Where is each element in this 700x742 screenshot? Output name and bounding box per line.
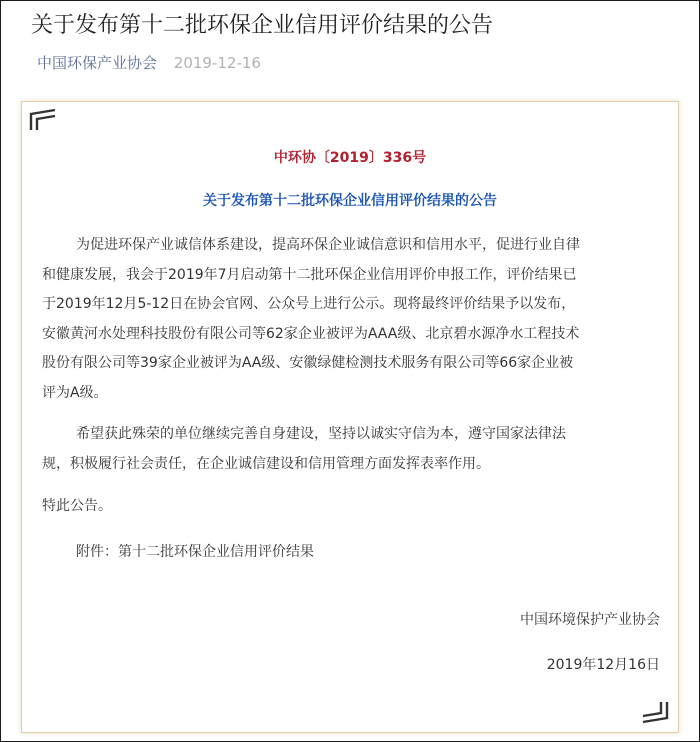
paragraph-closing (42, 492, 660, 522)
signature-organization: 中国环境保护产业协会 (520, 612, 660, 628)
publish-date: 2019-12-16 (173, 54, 261, 72)
paragraph-line: 于2019年12月5-12日在协会官网、公众号上进行公示。现将最终评价结果予以发布， (42, 296, 576, 313)
notice-card (21, 101, 679, 733)
document-heading: 关于发布第十二批环保企业信用评价结果的公告 (203, 193, 497, 209)
paragraph-line: 和健康发展，我会于2019年7月启动第十二批环保企业信用评价申报工作，评价结果已 (42, 266, 577, 283)
source-link[interactable]: 中国环保产业协会 (37, 54, 158, 72)
paragraph-line: 评为A级。 (42, 384, 108, 401)
paragraph-attachment (42, 538, 660, 568)
paragraph-line: 股份有限公司等39家企业被评为AA级、安徽绿健检测技术服务有限公司等66家企业被 (42, 355, 574, 372)
paragraph-intro (42, 231, 660, 409)
article-meta (37, 52, 261, 74)
document-number: 中环协〔2019〕336号 (273, 150, 427, 166)
paragraph-line: 希望获此殊荣的单位继续完善自身建设，坚持以诚实守信为本，遵守国家法律法 (76, 426, 566, 442)
page-title: 关于发布第十二批环保企业信用评价结果的公告 (31, 13, 494, 38)
paragraph-hope (42, 420, 660, 479)
paragraph-line: 为促进环保产业诚信体系建设，提高环保企业诚信意识和信用水平，促进行业自律 (76, 237, 580, 253)
quote-corner-icon (28, 108, 58, 132)
paragraph-line: 规，积极履行社会责任，在企业诚信建设和信用管理方面发挥表率作用。 (42, 455, 490, 472)
quote-corner-icon (640, 700, 670, 724)
attachment-text: 附件：第十二批环保企业信用评价结果 (76, 544, 314, 560)
signature-date: 2019年12月16日 (546, 657, 660, 673)
closing-text: 特此公告。 (42, 498, 112, 514)
paragraph-line: 安徽黄河水处理科技股份有限公司等62家企业被评为AAA级、北京碧水源净水工程技术 (42, 325, 580, 342)
